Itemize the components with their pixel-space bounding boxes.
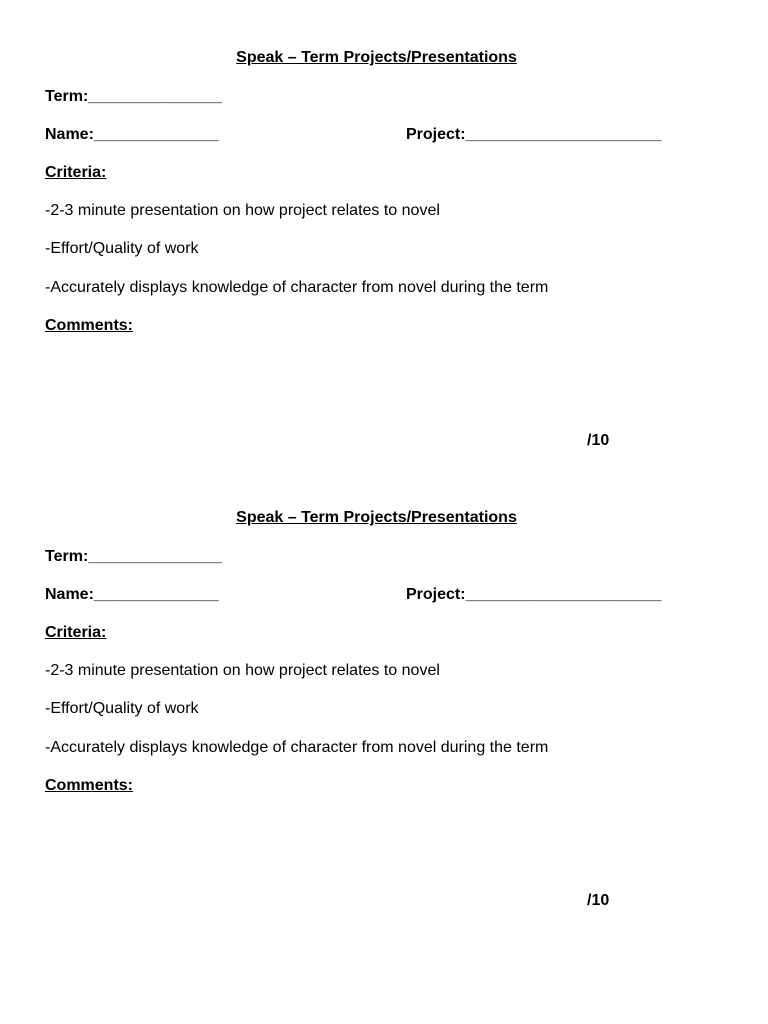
project-field: Project:______________________ [406,586,662,603]
name-field: Name:______________ [45,586,219,603]
name-field: Name:______________ [45,126,219,143]
comments-heading: Comments: [45,317,134,334]
criteria-item: -Accurately displays knowledge of character from novel during the term [45,739,549,756]
criteria-item: -2-3 minute presentation on how project relates to novel [45,202,440,219]
evaluation-form-1 [0,0,768,460]
term-field: Term:_______________ [45,88,222,105]
criteria-item: -Effort/Quality of work [45,700,199,717]
criteria-item: -Accurately displays knowledge of character from novel during the term [45,279,549,296]
evaluation-form-2 [0,460,768,920]
score-total: /10 [587,892,610,909]
criteria-heading: Criteria: [45,624,107,641]
form-title: Speak – Term Projects/Presentations [236,509,517,526]
comments-heading: Comments: [45,777,134,794]
criteria-item: -Effort/Quality of work [45,240,199,257]
form-title: Speak – Term Projects/Presentations [236,49,517,66]
project-field: Project:______________________ [406,126,662,143]
score-total: /10 [587,432,610,449]
criteria-item: -2-3 minute presentation on how project relates to novel [45,662,440,679]
criteria-heading: Criteria: [45,164,107,181]
term-field: Term:_______________ [45,548,222,565]
